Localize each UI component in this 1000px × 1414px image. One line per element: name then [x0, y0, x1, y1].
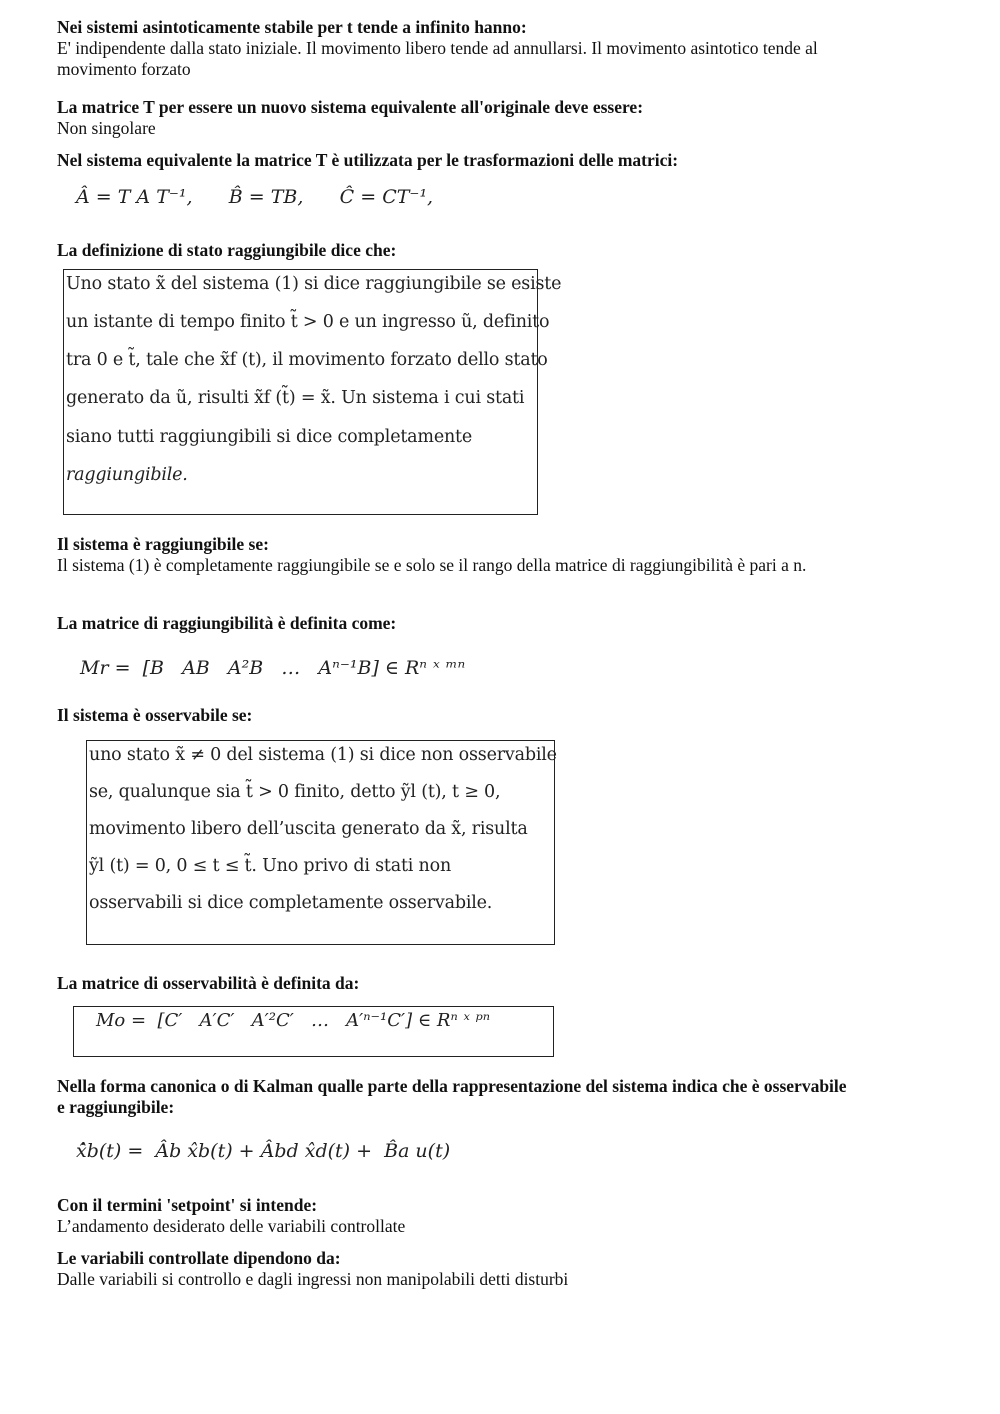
formula-reachability-matrix: Mr = [B AB A²B … Aⁿ⁻¹B] ∈ Rⁿ ˣ ᵐⁿ — [80, 657, 466, 679]
question-reachability-matrix: La matrice di raggiungibilità è definita come: — [57, 613, 397, 633]
answer-system-reachable: Il sistema (1) è completamente raggiungibile se e solo se il rango della matrice di raggiungibilità è pari a n. — [57, 555, 807, 575]
reachable-box-line-1: Uno stato x̃ del sistema (1) si dice raggiungibile se esiste — [66, 274, 562, 294]
reachable-box-line-2: un istante di tempo finito t̃ > 0 e un ingresso ũ, definito — [66, 312, 550, 332]
reachable-state-definition-box — [63, 269, 562, 515]
observable-box-line-5: osservabili si dice completamente osservabile. — [89, 893, 493, 913]
observability-matrix-box — [73, 1006, 554, 1057]
reachable-box-line-3: tra 0 e t̃, tale che x̃f (t), il movimento forzato dello stato — [66, 350, 548, 370]
question-setpoint: Con il termini 'setpoint' si intende: — [57, 1195, 318, 1215]
question-kalman-form-line2: e raggiungibile: — [57, 1097, 175, 1117]
answer-asymptotic-stability-line1: E' indipendente dalla stato iniziale. Il movimento libero tende ad annullarsi. Il movimento asintotico tende al — [57, 38, 818, 58]
observable-box-line-4: ỹl (t) = 0, 0 ≤ t ≤ t̃. Uno privo di stati non — [89, 856, 452, 876]
question-system-observable: Il sistema è osservabile se: — [57, 705, 253, 725]
reachable-box-line-6: raggiungibile. — [66, 465, 188, 485]
question-matrix-t: La matrice T per essere un nuovo sistema equivalente all'originale deve essere: — [57, 97, 644, 117]
formula-transformations: Â = T A T⁻¹, B̂ = TB, Ĉ = CT⁻¹, — [76, 186, 434, 208]
answer-controlled-variables: Dalle variabili si controllo e dagli ingressi non manipolabili detti disturbi — [57, 1269, 569, 1289]
question-kalman-form-line1: Nella forma canonica o di Kalman qualle parte della rappresentazione del sistema indica che è osservabile — [57, 1076, 847, 1096]
reachable-box-line-5: siano tutti raggiungibili si dice completamente — [66, 427, 473, 447]
observable-state-definition-box — [86, 740, 555, 945]
answer-matrix-t: Non singolare — [57, 118, 156, 138]
observable-box-line-1: uno stato x̃ ≠ 0 del sistema (1) si dice non osservabile — [89, 745, 557, 765]
answer-asymptotic-stability-line2: movimento forzato — [57, 59, 191, 79]
question-controlled-variables: Le variabili controllate dipendono da: — [57, 1248, 341, 1268]
question-asymptotic-stability: Nei sistemi asintoticamente stabile per t tende a infinito hanno: — [57, 17, 527, 37]
observable-box-line-3: movimento libero dell’uscita generato da x̃, risulta — [89, 819, 528, 839]
question-observability-matrix: La matrice di osservabilità è definita da: — [57, 973, 360, 993]
observable-box-line-2: se, qualunque sia t̃ > 0 finito, detto ỹl (t), t ≥ 0, — [89, 782, 501, 802]
formula-observability-matrix: Mo = [C′ A′C′ A′²C′ … A′ⁿ⁻¹C′] ∈ Rⁿ ˣ ᵖⁿ — [96, 1010, 491, 1031]
question-equivalent-system: Nel sistema equivalente la matrice T è utilizzata per le trasformazioni delle matrici: — [57, 150, 679, 170]
formula-kalman-form: x̂̇b(t) = Âb x̂b(t) + Âbd x̂d(t) + B̂a u(t) — [76, 1140, 451, 1162]
answer-setpoint: L’andamento desiderato delle variabili controllate — [57, 1216, 406, 1236]
question-reachable-state: La definizione di stato raggiungibile dice che: — [57, 240, 397, 260]
reachable-box-line-4: generato da ũ, risulti x̃f (t̃) = x̃. Un sistema i cui stati — [66, 388, 525, 408]
question-system-reachable: Il sistema è raggiungibile se: — [57, 534, 269, 554]
